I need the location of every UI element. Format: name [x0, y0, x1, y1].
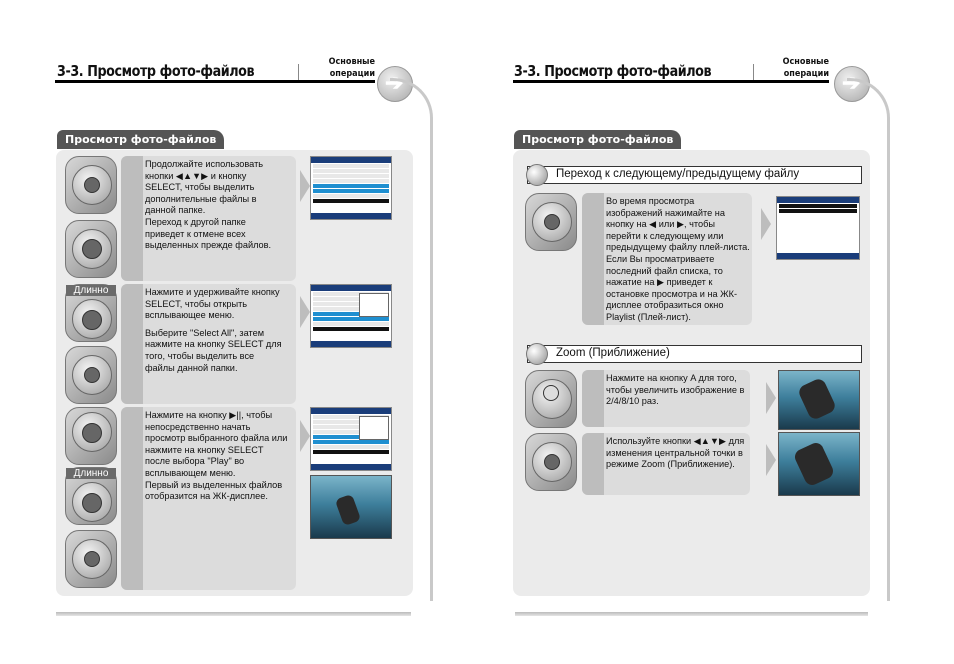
lcd-screen-popup-play [310, 407, 392, 471]
step1-textbox: Продолжайте использовать кнопки ◀▲▼▶ и кнопку SELECT, чтобы выделить дополнительные файлы в данной папке. Переход к другой папке приведет к отмене всех выделенных прежде файлов. [121, 156, 296, 281]
left-header-subtitle: Основные операции [328, 57, 375, 79]
zoom-text2-box: Используйте кнопки ◀▲▼▶ для изменения центральной точки в режиме Zoom (Приближение). [582, 433, 750, 495]
dpad-center-icon [84, 367, 100, 383]
lcd-screen-popup-menu [310, 284, 392, 348]
right-next-arrow-icon: ➔ [834, 66, 870, 102]
section1-chevron-icon [761, 208, 771, 240]
left-section-tab: Просмотр фото-файлов [57, 130, 224, 149]
right-header-rule [513, 80, 829, 83]
section-bullet-icon [526, 164, 548, 186]
zoom1-chevron-icon [766, 382, 776, 414]
remote-dpad [525, 193, 577, 251]
dpad-center-icon [84, 177, 100, 193]
dpad-center-icon [544, 454, 560, 470]
left-header-rule [55, 80, 375, 83]
remote-dpad [65, 156, 117, 214]
remote-dpad [525, 433, 577, 491]
left-header-divider [298, 64, 299, 80]
lcd-screen-playlist [776, 196, 860, 260]
select-button-icon [82, 493, 102, 513]
select-button-icon [82, 310, 102, 330]
remote-play [65, 407, 117, 465]
lcd-screen-file-list [310, 156, 392, 220]
dpad-center-icon [84, 551, 100, 567]
remote-dpad [65, 530, 117, 588]
remote-select-long: Длинно [65, 284, 117, 342]
right-header-divider [753, 64, 754, 80]
zoom-text1-box: Нажмите на кнопку A для того, чтобы увеличить изображение в 2/4/8/10 раз. [582, 370, 750, 427]
remote-a-button [525, 370, 577, 428]
remote-select [65, 220, 117, 278]
step2-chevron-icon [300, 296, 310, 328]
right-page [477, 0, 954, 664]
right-header-subtitle: Основные операции [782, 57, 829, 79]
a-button-icon [543, 385, 559, 401]
lcd-photo-preview [310, 475, 392, 539]
remote-dpad [65, 346, 117, 404]
right-header-title: 3-3. Просмотр фото-файлов [514, 62, 712, 80]
step2-textbox: Нажмите и удерживайте кнопку SELECT, чтобы открыть всплывающее меню. Выберите "Select All", затем нажмите на кнопку SELECT для того, чтобы выделить все файлы данной папки. [121, 284, 296, 404]
dpad-center-icon [544, 214, 560, 230]
step3-textbox: Нажмите на кнопку ▶||, чтобы непосредственно начать просмотр выбранного файла или нажмите на кнопку SELECT после выбора "Play" во всплывающем меню. Первый из выделенных файлов отобразится на ЖК-дисплее. [121, 407, 296, 590]
right-section-tab: Просмотр фото-файлов [514, 130, 681, 149]
section-bullet-icon [526, 343, 548, 365]
select-button-icon [82, 239, 102, 259]
section-next-prev-header: Переход к следующему/предыдущему файлу [527, 166, 862, 184]
remote-select-long: Длинно [65, 467, 117, 525]
play-pause-button-icon [82, 423, 102, 443]
left-next-arrow-icon: ➔ [377, 66, 413, 102]
lcd-photo-zoom-pan [778, 432, 860, 496]
left-header-title: 3-3. Просмотр фото-файлов [57, 62, 255, 80]
left-footer-rule [56, 612, 411, 616]
section1-textbox: Во время просмотра изображений нажимайте на кнопку на ◀ или ▶, чтобы перейти к следующему или предыдущему файлу плей-листа. Если Вы просматриваете последний файл списка, то нажатие на ▶ приведет к остановке просмотра и на ЖК- дисплее отобразиться окно Playlist (Плей-лист). [582, 193, 752, 325]
step1-chevron-icon [300, 170, 310, 202]
lcd-photo-zoom [778, 370, 860, 430]
step3-chevron-icon [300, 420, 310, 452]
right-footer-rule [515, 612, 868, 616]
section-zoom-header: Zoom (Приближение) [527, 345, 862, 363]
zoom2-chevron-icon [766, 444, 776, 476]
